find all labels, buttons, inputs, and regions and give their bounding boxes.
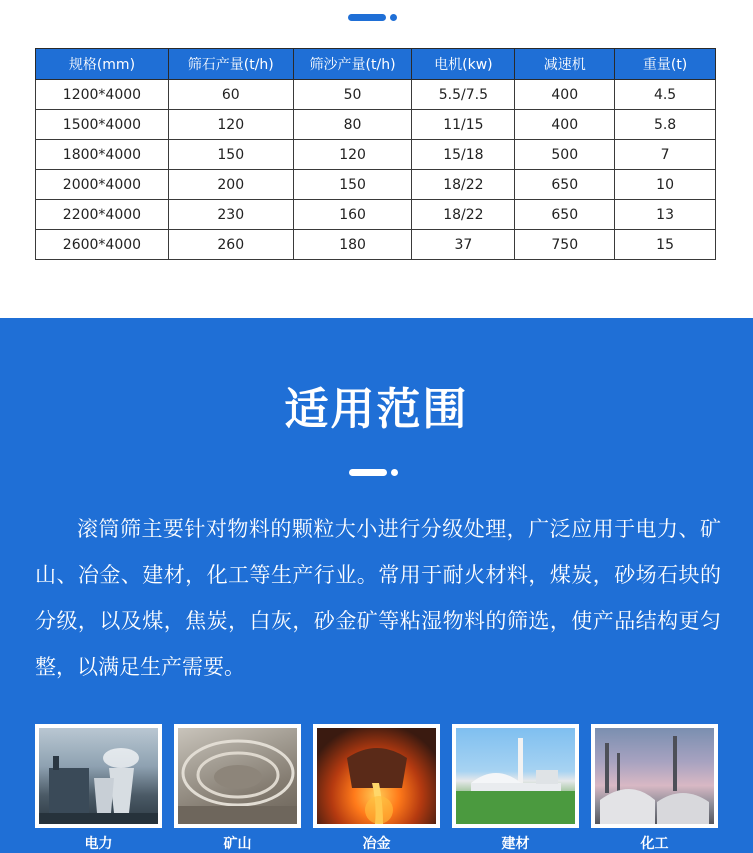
- cell-reducer: 750: [515, 230, 615, 260]
- cell-reducer: 650: [515, 170, 615, 200]
- cell-stone-output: 60: [168, 80, 293, 110]
- application-gallery: [35, 724, 721, 853]
- mine-image: [178, 728, 297, 824]
- table-row: [36, 140, 716, 170]
- mine-illustration: [178, 728, 297, 824]
- cell-sand-output: 120: [293, 140, 412, 170]
- cell-spec: 2000*4000: [36, 170, 169, 200]
- cell-weight: 15: [615, 230, 716, 260]
- gallery-frame: [452, 724, 579, 828]
- cell-reducer: 400: [515, 110, 615, 140]
- gallery-caption: 建材: [501, 836, 530, 852]
- gallery-card-metallurgy: [313, 724, 440, 853]
- table-row: [36, 110, 716, 140]
- cell-stone-output: 260: [168, 230, 293, 260]
- section-divider: [348, 13, 398, 23]
- cell-spec: 1800*4000: [36, 140, 169, 170]
- gallery-frame: [35, 724, 162, 828]
- metallurgy-image: [317, 728, 436, 824]
- section-title: 适用范围: [284, 384, 469, 435]
- building-materials-image: [456, 728, 575, 824]
- gallery-card-mine: [174, 724, 301, 853]
- divider-dot: [391, 469, 398, 476]
- cell-motor: 37: [412, 230, 515, 260]
- cell-stone-output: 120: [168, 110, 293, 140]
- cell-sand-output: 180: [293, 230, 412, 260]
- table-row: [36, 200, 716, 230]
- cell-weight: 5.8: [615, 110, 716, 140]
- header-stone-output: 筛石产量(t/h): [168, 49, 293, 80]
- cell-stone-output: 150: [168, 140, 293, 170]
- chemical-plant-image: [595, 728, 714, 824]
- building-materials-illustration: [456, 728, 575, 824]
- chemical-plant-illustration: [595, 728, 714, 824]
- cell-motor: 18/22: [412, 170, 515, 200]
- header-weight: 重量(t): [615, 49, 716, 80]
- cell-sand-output: 160: [293, 200, 412, 230]
- table-row: [36, 170, 716, 200]
- divider-bar: [348, 14, 386, 21]
- cell-stone-output: 200: [168, 170, 293, 200]
- spec-table: [35, 48, 716, 260]
- gallery-caption: 化工: [640, 836, 669, 852]
- gallery-caption: 电力: [84, 836, 113, 852]
- gallery-frame: [313, 724, 440, 828]
- application-section: [0, 318, 753, 853]
- section-divider: [349, 468, 399, 478]
- cell-weight: 10: [615, 170, 716, 200]
- cell-motor: 5.5/7.5: [412, 80, 515, 110]
- header-reducer: 减速机: [515, 49, 615, 80]
- cell-spec: 2200*4000: [36, 200, 169, 230]
- header-spec: 规格(mm): [36, 49, 169, 80]
- cell-reducer: 500: [515, 140, 615, 170]
- cell-motor: 18/22: [412, 200, 515, 230]
- table-row: [36, 230, 716, 260]
- cell-sand-output: 50: [293, 80, 412, 110]
- cell-spec: 1500*4000: [36, 110, 169, 140]
- cell-weight: 13: [615, 200, 716, 230]
- header-sand-output: 筛沙产量(t/h): [293, 49, 412, 80]
- table-row: [36, 80, 716, 110]
- gallery-caption: 冶金: [362, 836, 391, 852]
- cell-weight: 7: [615, 140, 716, 170]
- power-plant-image: [39, 728, 158, 824]
- spec-section: [0, 0, 753, 318]
- header-motor: 电机(kw): [412, 49, 515, 80]
- cell-reducer: 650: [515, 200, 615, 230]
- divider-dot: [390, 14, 397, 21]
- gallery-caption: 矿山: [223, 836, 252, 852]
- gallery-card-chemical: [591, 724, 718, 853]
- cell-sand-output: 150: [293, 170, 412, 200]
- divider-bar: [349, 469, 387, 476]
- gallery-frame: [591, 724, 718, 828]
- cell-spec: 2600*4000: [36, 230, 169, 260]
- table-header-row: [36, 49, 716, 80]
- gallery-frame: [174, 724, 301, 828]
- cell-reducer: 400: [515, 80, 615, 110]
- cell-sand-output: 80: [293, 110, 412, 140]
- cell-spec: 1200*4000: [36, 80, 169, 110]
- metallurgy-illustration: [317, 728, 436, 824]
- gallery-card-building: [452, 724, 579, 853]
- cell-motor: 11/15: [412, 110, 515, 140]
- cell-motor: 15/18: [412, 140, 515, 170]
- cell-weight: 4.5: [615, 80, 716, 110]
- gallery-card-power: [35, 724, 162, 853]
- cell-stone-output: 230: [168, 200, 293, 230]
- application-description: 滚筒筛主要针对物料的颗粒大小进行分级处理，广泛应用于电力、矿山、冶金、建材，化工等生产行业。常用于耐火材料，煤炭，砂场石块的分级，以及煤，焦炭，白灰，砂金矿等粘湿物料的筛选，使产品结构更匀整，以满足生产需要。: [35, 517, 721, 679]
- power-plant-illustration: [39, 728, 158, 824]
